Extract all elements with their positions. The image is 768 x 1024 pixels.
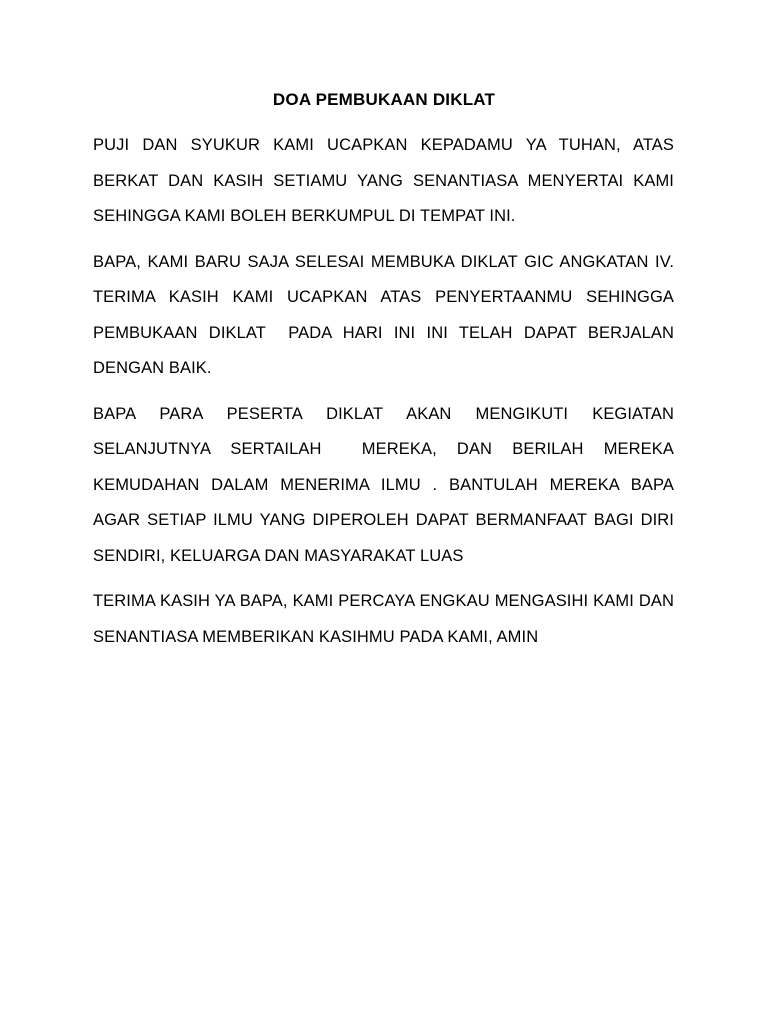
paragraph-1: PUJI DAN SYUKUR KAMI UCAPKAN KEPADAMU YA TUHAN, ATAS BERKAT DAN KASIH SETIAMU YANG SENANTIASA MENYERTAI KAMI SEHINGGA KAMI BOLEH BERKUMPUL DI TEMPAT INI. [93,136,679,225]
document-body [93,128,679,665]
document-title: DOA PEMBUKAAN DIKLAT [272,90,496,109]
paragraph-2: BAPA, KAMI BARU SAJA SELESAI MEMBUKA DIKLAT GIC ANGKATAN IV. TERIMA KASIH KAMI UCAPKAN ATAS PENYERTAANMU SEHINGGA PEMBUKAAN DIKLAT PADA HARI INI INI TELAH DAPAT BERJALAN DENGAN BAIK. [93,252,679,377]
paragraph-4: TERIMA KASIH YA BAPA, KAMI PERCAYA ENGKAU MENGASIHI KAMI DAN SENANTIASA MEMBERIKAN KASIHMU PADA KAMI, AMIN [93,592,679,646]
paragraph-3: BAPA PARA PESERTA DIKLAT AKAN MENGIKUTI KEGIATAN SELANJUTNYA SERTAILAH MEREKA, DAN BERILAH MEREKA KEMUDAHAN DALAM MENERIMA ILMU . BANTULAH MEREKA BAPA AGAR SETIAP ILMU YANG DIPEROLEH DAPAT BERMANFAAT BAGI DIRI SENDIRI, KELUARGA DAN MASYARAKAT LUAS [93,404,679,565]
